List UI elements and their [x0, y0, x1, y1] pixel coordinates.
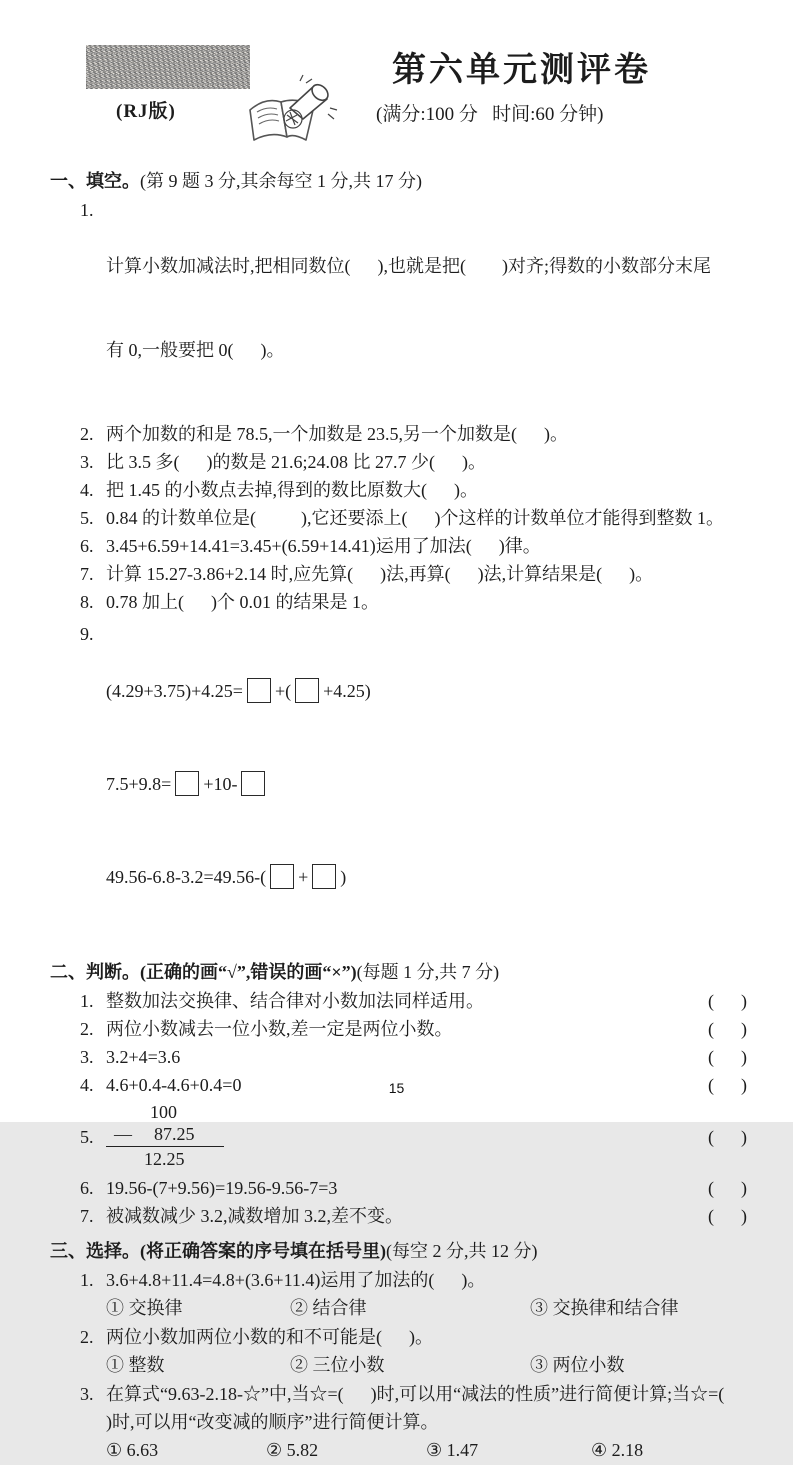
equation-text: 49.56-6.8-3.2=49.56-( [106, 866, 267, 887]
judge-item [80, 1015, 747, 1043]
option-label: ② 5.82 [266, 1440, 319, 1460]
difference: 12.25 [144, 1149, 185, 1169]
section3-heading [50, 1236, 747, 1266]
question-text: 两个加数的和是 78.5,一个加数是 23.5,另一个加数是( )。 [106, 424, 568, 444]
question-text: 0.84 的计数单位是( ),它还要添上( )个这样的计数单位才能得到整数 1。 [106, 508, 724, 528]
question-text [106, 616, 747, 951]
question-number: 1. [80, 991, 94, 1011]
question-number: 3. [80, 1047, 94, 1067]
paper-body [0, 166, 793, 1465]
question-text: 把 1.45 的小数点去掉,得到的数比原数大( )。 [106, 480, 478, 500]
question-text: 0.78 加上( )个 0.01 的结果是 1。 [106, 592, 379, 612]
answer-box [295, 678, 319, 703]
scan-artifact-block [86, 45, 250, 89]
option-row [106, 1436, 747, 1465]
question-number: 1. [80, 200, 94, 220]
question-number: 2. [80, 1019, 94, 1039]
question-text: 两位小数加两位小数的和不可能是( )。 [106, 1327, 433, 1347]
question-text: 4.6+0.4-4.6+0.4=0 [106, 1075, 242, 1095]
question-text: 两位小数减去一位小数,差一定是两位小数。 [106, 1019, 453, 1039]
edition-label: (RJ版) [116, 101, 176, 122]
answer-paren: ( ) [708, 1206, 747, 1226]
paper-title: 第六单元测评卷 [392, 52, 651, 89]
option-label: ② 结合律 [290, 1298, 367, 1318]
question-number: 2. [80, 424, 94, 444]
question-number: 6. [80, 1178, 94, 1198]
section1-points-note: (第 9 题 3 分,其余每空 1 分,共 17 分) [140, 171, 422, 191]
question-text: 在算式“9.63-2.18-☆”中,当☆=( )时,可以用“减法的性质”进行简便计算;当☆=( )时,可以用“改变减的顺序”进行简便计算。 [106, 1384, 752, 1432]
option-label: ④ 2.18 [591, 1440, 644, 1460]
question-text: 计算 15.27-3.86+2.14 时,应先算( )法,再算( )法,计算结果是( )。 [106, 564, 654, 584]
question-number: 4. [80, 1075, 94, 1095]
question-item-9 [80, 616, 747, 951]
answer-box [175, 771, 199, 796]
question-number: 3. [80, 452, 94, 472]
question-item [80, 196, 747, 420]
question-text: 3.2+4=3.6 [106, 1047, 181, 1067]
choice-item [80, 1266, 747, 1294]
answer-paren: ( ) [708, 1047, 747, 1067]
minuend: 100 [150, 1102, 177, 1122]
choice-item [80, 1323, 747, 1351]
answer-paren: ( ) [708, 1126, 747, 1147]
section2-heading [50, 957, 747, 987]
question-text: 比 3.5 多( )的数是 21.6;24.08 比 27.7 少( )。 [106, 452, 486, 472]
paper-header [0, 0, 793, 152]
equation-text: +4.25) [323, 680, 371, 701]
judge-item [80, 1202, 747, 1230]
answer-paren: ( ) [708, 991, 747, 1011]
equation-line [106, 765, 747, 802]
section1-heading [50, 166, 747, 196]
answer-paren: ( ) [708, 1075, 747, 1095]
question-number: 9. [80, 624, 94, 644]
equation-line [106, 858, 747, 895]
question-number: 6. [80, 536, 94, 556]
judge-item [80, 1043, 747, 1071]
section3-title: 三、选择。(将正确答案的序号填在括号里) [50, 1241, 386, 1261]
page-number: 15 [388, 1080, 405, 1096]
question-text: 3.6+4.8+11.4=4.8+(3.6+11.4)运用了加法的( )。 [106, 1270, 486, 1290]
subtrahend: 87.25 [154, 1124, 195, 1144]
question-text: 19.56-(7+9.56)=19.56-9.56-7=3 [106, 1178, 338, 1198]
answer-box [241, 771, 265, 796]
choice-item [80, 1380, 752, 1436]
option-label: ③ 交换律和结合律 [530, 1298, 679, 1318]
question-number: 8. [80, 592, 94, 612]
option-label: ③ 两位小数 [530, 1355, 625, 1375]
question-text [106, 196, 747, 420]
paper-subtitle: (满分:100 分 时间:60 分钟) [376, 104, 604, 125]
equation-text: 7.5+9.8= [106, 773, 172, 794]
question-number: 7. [80, 564, 94, 584]
equation-text: +10- [203, 773, 238, 794]
question-item [80, 420, 747, 448]
option-label: ② 三位小数 [290, 1355, 385, 1375]
option-label: ① 整数 [106, 1355, 165, 1375]
question-text-line: 有 0,一般要把 0( )。 [106, 340, 285, 360]
equation-line [106, 672, 747, 709]
section3-points-note: (每空 2 分,共 12 分) [386, 1241, 538, 1261]
option-row [106, 1294, 747, 1323]
section2-title: 二、判断。(正确的画“√”,错误的画“×”) [50, 962, 357, 982]
section1-title: 一、填空。 [50, 171, 140, 191]
equation-text: +( [274, 680, 292, 701]
question-text-line: 计算小数加减法时,把相同数位( ),也就是把( )对齐;得数的小数部分末尾 [106, 256, 711, 276]
minus-sign: — [114, 1124, 132, 1144]
judge-item [80, 1174, 747, 1202]
judge-item-vertical-subtraction [80, 1101, 747, 1172]
option-label: ③ 1.47 [426, 1440, 479, 1460]
answer-box [247, 678, 271, 703]
question-number: 5. [80, 1126, 94, 1147]
answer-box [312, 864, 336, 889]
option-row [106, 1351, 747, 1380]
question-item [80, 560, 747, 588]
book-telescope-illustration [240, 72, 340, 152]
subtrahend-row [106, 1123, 224, 1147]
question-item [80, 588, 747, 616]
question-text: 被减数减少 3.2,减数增加 3.2,差不变。 [106, 1206, 403, 1226]
question-text: 整数加法交换律、结合律对小数加法同样适用。 [106, 991, 484, 1011]
section2-points-note: (每题 1 分,共 7 分) [356, 962, 500, 982]
equation-text: (4.29+3.75)+4.25= [106, 680, 243, 701]
question-number: 5. [80, 508, 94, 528]
question-item [80, 476, 747, 504]
equation-text: + [298, 866, 309, 887]
answer-paren: ( ) [708, 1178, 747, 1198]
question-number: 4. [80, 480, 94, 500]
question-number: 7. [80, 1206, 94, 1226]
vertical-subtraction [106, 1101, 246, 1172]
option-label: ① 6.63 [106, 1440, 159, 1460]
question-item [80, 532, 747, 560]
answer-paren: ( ) [708, 1019, 747, 1039]
question-item [80, 504, 747, 532]
judge-item [80, 987, 747, 1015]
question-number: 2. [80, 1327, 94, 1347]
question-number: 1. [80, 1270, 94, 1290]
answer-box [270, 864, 294, 889]
question-text: 3.45+6.59+14.41=3.45+(6.59+14.41)运用了加法( )律。 [106, 536, 541, 556]
question-item [80, 448, 747, 476]
option-label: ① 交换律 [106, 1298, 183, 1318]
question-number: 3. [80, 1384, 94, 1404]
equation-text: ) [340, 866, 347, 887]
